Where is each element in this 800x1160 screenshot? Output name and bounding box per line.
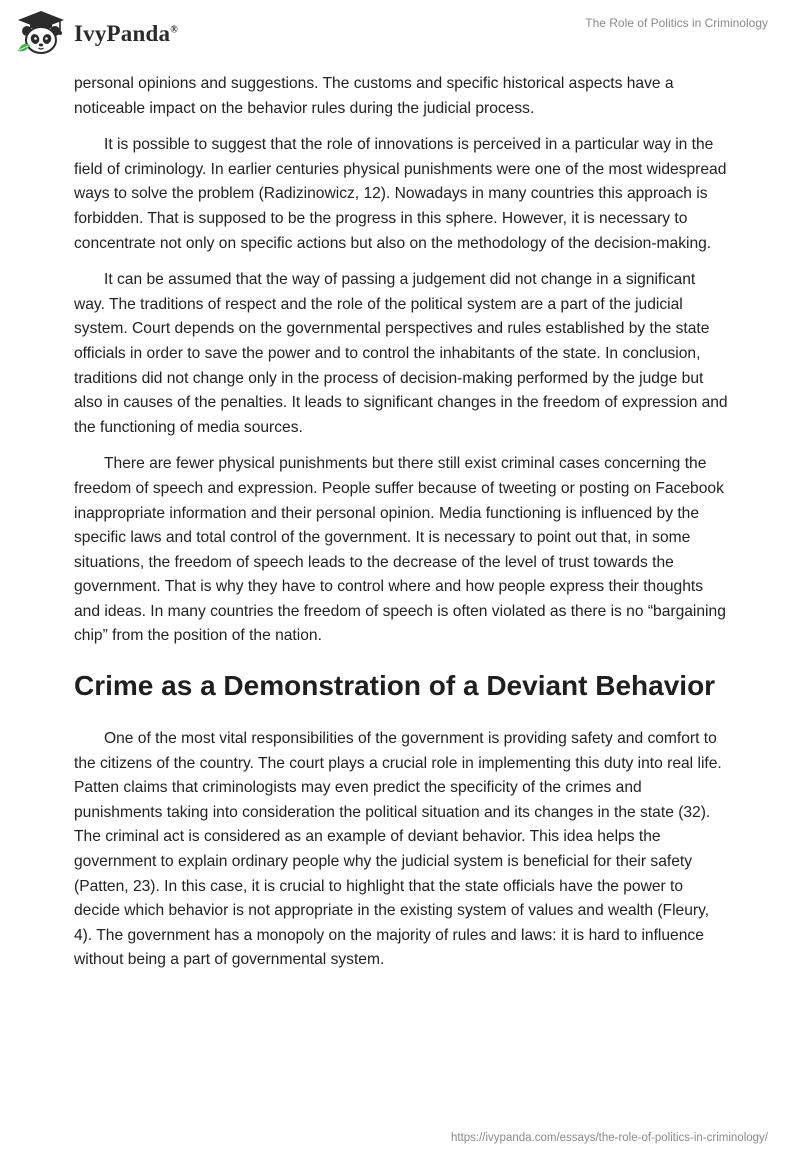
paragraph: There are fewer physical punishments but there still exist criminal cases concerning the freedom of speech and expression. People suffer because of tweeting or posting on Facebook inappropriate information and their personal opinion. Media functioning is influenced by the specific laws and total control of the government. It is necessary to point out that, in some situations, the freedom of speech leads to the decrease of the level of trust towards the government. That is why they have to control where and how people express their thoughts and ideas. In many countries the freedom of speech is often violated as there is no “bargaining chip” from the position of the nation. <box>74 455 726 645</box>
essay-body <box>74 72 730 985</box>
ivypanda-logo[interactable] <box>14 6 192 62</box>
document-title: The Role of Politics in Criminology <box>585 16 768 30</box>
paragraph-continued: personal opinions and suggestions. The customs and specific historical aspects have a noticeable impact on the behavior rules during the judicial process. <box>74 75 674 117</box>
panda-graduate-icon <box>14 7 68 61</box>
page-header <box>0 0 800 70</box>
paragraph: It can be assumed that the way of passing a judgement did not change in a significant way. The traditions of respect and the role of the political system are a part of the judicial system. Court depends on the governmental perspectives and rules established by the state officials in order to save the power and to control the inhabitants of the state. In conclusion, traditions did not change only in the process of decision-making performed by the judge but also in causes of the penalties. It leads to significant changes in the freedom of expression and the functioning of media sources. <box>74 271 728 436</box>
source-url-link[interactable]: https://ivypanda.com/essays/the-role-of-politics-in-criminology/ <box>450 1132 768 1144</box>
registered-mark: ® <box>170 24 178 36</box>
paragraph: One of the most vital responsibilities of the government is providing safety and comfort to the citizens of the country. The court plays a crucial role in implementing this duty into real life. Patten claims that criminologists may even predict the specificity of the crimes and punishments taking into consideration the political situation and its changes in the state (32). The criminal act is considered as an example of deviant behavior. This idea helps the government to explain ordinary people why the judicial system is beneficial for their safety (Patten, 23). In this case, it is crucial to highlight that the state officials have the power to decide which behavior is not appropriate in the existing system of values and wealth (Fleury, 4). The government has a monopoly on the majority of rules and laws: it is hard to influence without being a part of governmental system. <box>74 730 722 969</box>
brand-name: IvyPanda® <box>74 21 178 46</box>
section-heading: Crime as a Demonstration of a Deviant Behavior <box>74 670 716 702</box>
paragraph: It is possible to suggest that the role of innovations is perceived in a particular way in the field of criminology. In earlier centuries physical punishments were one of the most widespread ways to solve the problem (Radizinowicz, 12). Nowadays in many countries this approach is forbidden. That is supposed to be the progress in this sphere. However, it is necessary to concentrate not only on specific actions but also on the methodology of the decision-making. <box>74 136 727 252</box>
